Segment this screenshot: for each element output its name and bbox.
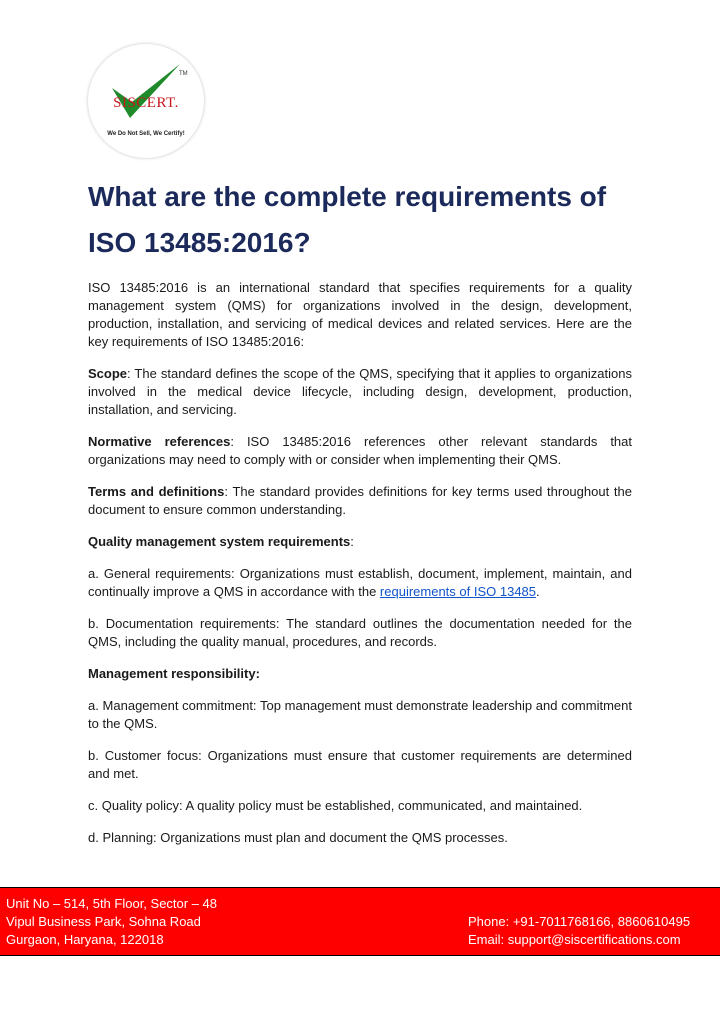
- logo-trademark: TM: [179, 71, 188, 77]
- terms-label: Terms and definitions: [88, 484, 225, 499]
- scope-text: : The standard defines the scope of the QMS, specifying that it applies to organizations involved in the medical device lifecycle, including design, development, production, installation, and servicing.: [88, 366, 632, 417]
- page-footer: [0, 887, 720, 956]
- qms-general-paragraph: [88, 565, 632, 601]
- management-item: c. Quality policy: A quality policy must be established, communicated, and maintained.: [88, 798, 583, 813]
- address-line: Vipul Business Park, Sohna Road: [6, 914, 201, 929]
- normative-paragraph: [88, 433, 632, 469]
- intro-paragraph: ISO 13485:2016 is an international standard that specifies requirements for a quality management system (QMS) for organizations involved in the design, development, production, installation, and servicing of medical devices and related services. Here are the key requirements of ISO 13485:2016:: [88, 280, 632, 349]
- normative-label: Normative references: [88, 434, 231, 449]
- management-heading-label: Management responsibility:: [88, 666, 260, 681]
- management-item: d. Planning: Organizations must plan and document the QMS processes.: [88, 830, 508, 845]
- qms-documentation-paragraph: b. Documentation requirements: The standard outlines the documentation needed for the QMS, including the quality manual, procedures, and records.: [88, 616, 632, 649]
- terms-text: : The standard provides definitions for key terms used throughout the document to ensure common understanding.: [88, 484, 632, 517]
- qms-general-text: a. General requirements: Organizations must establish, document, implement, maintain, and continually improve a QMS in accordance with the: [88, 566, 632, 599]
- normative-text: : ISO 13485:2016 references other relevant standards that organizations may need to comply with or consider when implementing their QMS.: [88, 434, 632, 467]
- address-line: Gurgaon, Haryana, 122018: [6, 932, 164, 947]
- document-body: [88, 279, 632, 861]
- logo-tagline: We Do Not Sell, We Certify!: [107, 131, 185, 137]
- terms-paragraph: [88, 483, 632, 519]
- management-item: b. Customer focus: Organizations must ensure that customer requirements are determined and met.: [88, 748, 632, 781]
- scope-paragraph: [88, 365, 632, 419]
- qms-heading: [88, 533, 632, 551]
- siscert-logo: [88, 44, 204, 158]
- qms-heading-suffix: :: [350, 534, 354, 549]
- footer-phone: Phone: +91-7011768166, 8860610495: [468, 914, 691, 929]
- qms-heading-label: Quality management system requirements: [88, 534, 351, 549]
- footer-email: Email: support@siscertifications.com: [468, 932, 681, 947]
- footer-address: [6, 895, 217, 949]
- iso-13485-requirements-link[interactable]: requirements of ISO 13485: [379, 584, 537, 599]
- logo-brand-text: SISCERT.: [113, 95, 179, 111]
- scope-label: Scope: [88, 366, 128, 381]
- address-line: Unit No – 514, 5th Floor, Sector – 48: [6, 896, 218, 911]
- qms-general-end: .: [536, 584, 540, 599]
- management-item: a. Management commitment: Top management must demonstrate leadership and commitment to the QMS.: [88, 698, 632, 731]
- page-title: What are the complete requirements of ISO 13485:2016?: [88, 181, 607, 258]
- footer-contact: [468, 913, 690, 949]
- management-heading: [88, 665, 632, 683]
